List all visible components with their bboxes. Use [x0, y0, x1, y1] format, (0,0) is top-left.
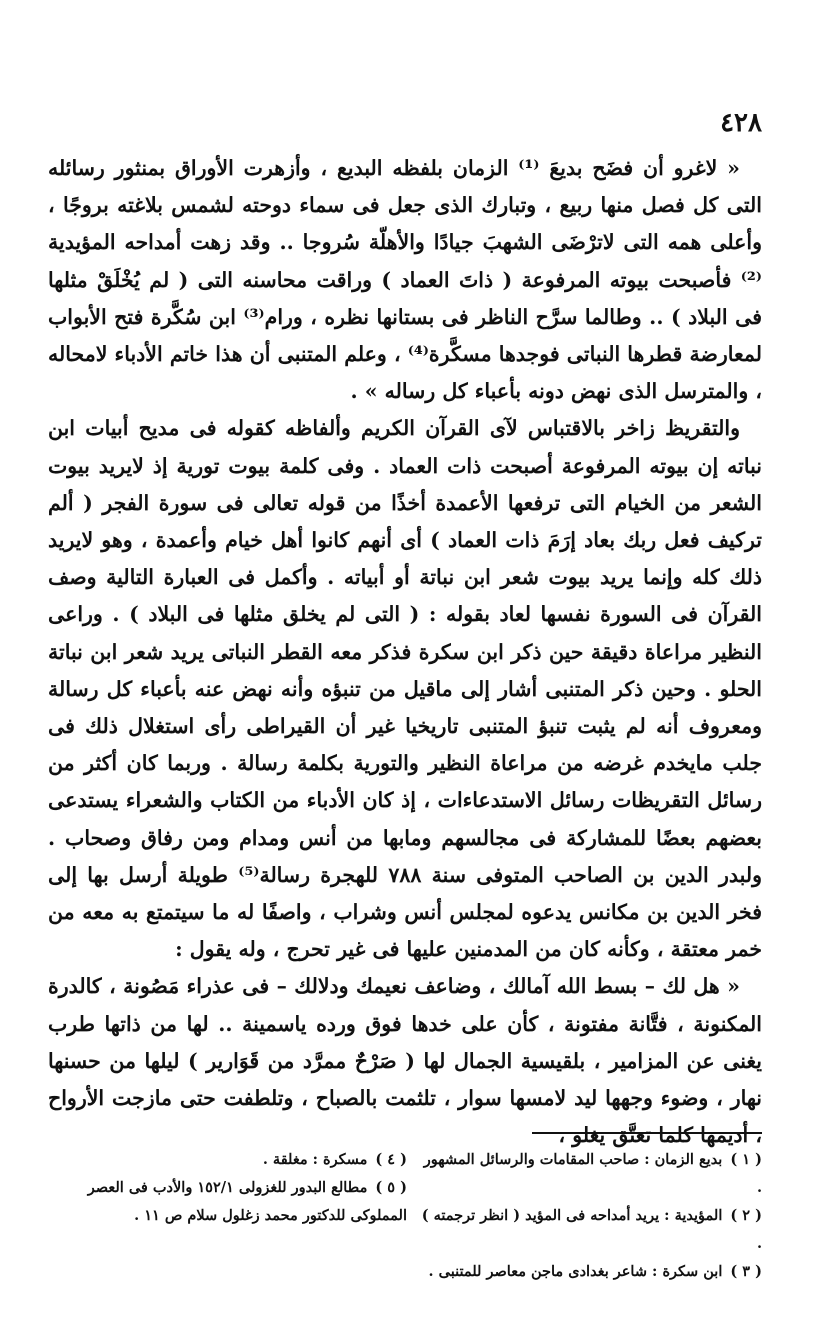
footnote-number: ( ٣ ) — [730, 1263, 762, 1280]
paragraph-quote-two: « هل لك – بسط الله آمالك ، وضاعف نعيمك ودلالك – فى عذراء مَصُونة ، كالدرة المكنونة ، فتَّانة مفتونة ، كأن على خدها فوق ورده ياسمينة .. لها من ذاتها طرب يغنى عن المزامير ، بلقيسية الجمال لها ( صَرْحٌ ممرَّد من قَوَارير ) ليلها من حسنها نهار ، وضوء وجهها ليد لامسها سوار ، تلثمت بالصباح ، وتلطفت حتى مازجت الأرواح ، أديمها كلما تعتَّق يغلو ، — [48, 974, 762, 1148]
footnote-text: ابن سكرة : شاعر بغدادى ماجن معاصر للمتنبى . — [428, 1263, 723, 1280]
footnotes-column-right — [417, 1146, 762, 1286]
footnote-text: بديع الزمان : صاحب المقامات والرسائل المشهور . — [423, 1151, 762, 1196]
footnote-2 — [417, 1202, 762, 1258]
footnotes-column-left — [47, 1146, 407, 1230]
main-text — [48, 150, 762, 1154]
footnote-number: ( ٥ ) — [375, 1179, 407, 1196]
footnote-number: ( ٢ ) — [730, 1207, 762, 1224]
footnote-1 — [417, 1146, 762, 1202]
footnote-text: مطالع البدور للغزولى ١٥٢/١ والأدب فى العصر المملوكى للدكتور محمد زغلول سلام ص ١١ . — [87, 1179, 407, 1224]
footnotes — [48, 1146, 762, 1280]
footnote-text: المؤيدية : يريد أمداحه فى المؤيد ( انظر ترجمته ) . — [421, 1207, 762, 1252]
page-number: ٤٢٨ — [720, 108, 762, 138]
footnote-text: مسكرة : مغلقة . — [262, 1151, 368, 1168]
paragraph-quote-one: « لاغرو أن فضَح بديعَ ⁽¹⁾ الزمان بلفظه البديع ، وأزهرت الأوراق بمنثور رسائله التى كل فصل منها ربيع ، وتبارك الذى جعل فى سماء دوحته لشمس بلاغته بروجًا ، وأعلى همه التى لاترْضَى الشهبَ جيادًا والأهلّة سُروجا .. وقد زهت أمداحه المؤيدية ⁽²⁾ فأصبحت بيوته المرفوعة ( ذاتَ العماد ) وراقت محاسنه التى ( لم يُخْلَقْ مثلها فى البلاد ) .. وطالما سرَّح الناظر فى بستانها نظره ، ورام⁽³⁾ ابن سُكَّرة فتح الأبواب لمعارضة قطرها النباتى فوجدها مسكَّرة⁽⁴⁾ ، وعلم المتنبى أن هذا خاتم الأدباء لامحاله ، والمترسل الذى نهض دونه بأعباء كل رساله » . — [48, 156, 763, 404]
footnote-3 — [417, 1258, 762, 1286]
footnote-divider — [532, 1132, 762, 1134]
footnote-4 — [47, 1146, 407, 1174]
footnote-5 — [47, 1174, 407, 1230]
paragraph-commentary: والتقريظ زاخر بالاقتباس لآى القرآن الكريم وألفاظه كقوله فى مديح أبيات ابن نباته إن بيوته المرفوعة أصبحت ذات العماد . وفى كلمة بيوت تورية إذ لايريد بيوت الشعر من الخيام التى ترفعها الأعمدة أخذًا من قوله تعالى فى سورة الفجر ( ألم تركيف فعل ربك بعاد إرَمَ ذات العماد ) أى أنهم كانوا أهل خيام وأعمدة ، وهو لايريد ذلك كله وإنما يريد بيوت شعر ابن نباتة أو أبياته . وأكمل فى العبارة التالية وصف القرآن فى السورة نفسها لعاد بقوله : ( التى لم يخلق مثلها فى البلاد ) . وراعى النظير مراعاة دقيقة حين ذكر ابن سكرة فذكر معه القطر النباتى يريد شعر ابن نباتة الحلو . وحين ذكر المتنبى أشار إلى ماقيل من تنبؤه وأنه نهض عنه بأعباء كل رسالة ومعروف أنه لم يثبت تنبؤ المتنبى تاريخيا غير أن القيراطى رأى استغلال ذلك فى جلب مايخدم غرضه من مراعاة النظير والتورية بكلمة رسالة . وربما كان أكثر من رسائل التقريظات رسائل الاستدعاءات ، إذ كان الأدباء من الكتاب والشعراء يستدعى بعضهم بعضًا للمشاركة فى مجالسهم ومابها من أنس ومدام ومن رفاق وصحاب . ولبدر الدين بن الصاحب المتوفى سنة ٧٨٨ للهجرة رسالة⁽⁵⁾ طويلة أرسل بها إلى فخر الدين بن مكانس يدعوه لمجلس أنس وشراب ، واصفًا له ما سيتمتع به معه من خمر معتقة ، وكأنه كان من المدمنين عليها فى غير تحرج ، وله يقول : — [48, 416, 762, 962]
footnote-number: ( ١ ) — [730, 1151, 762, 1168]
footnote-number: ( ٤ ) — [375, 1151, 407, 1168]
